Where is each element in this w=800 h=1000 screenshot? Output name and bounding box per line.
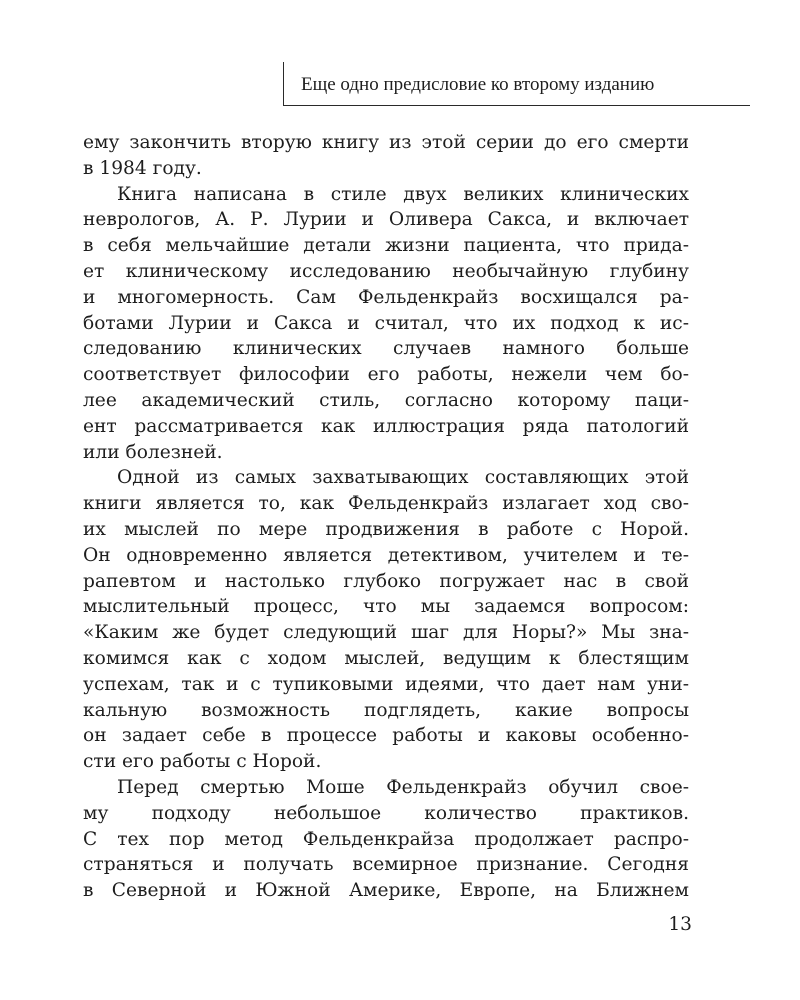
- running-header-title: Еще одно предисловие ко второму изданию: [301, 74, 655, 95]
- text-line: ент рассматривается как иллюстрация ряда патологий: [83, 415, 689, 437]
- text-line: ему закончить вторую книгу из этой серии до его смерти: [83, 132, 689, 153]
- page-number: 13: [668, 914, 692, 935]
- paragraph-first-line: Перед смертью Моше Фельденкрайз обучил свое-: [117, 776, 689, 798]
- text-line: он задает себе в процессе работы и каковы особенно-: [83, 725, 689, 747]
- body-text: [83, 130, 689, 904]
- text-line: му подходу небольшое количество практиков.: [83, 802, 689, 824]
- paragraph-first-line: Одной из самых захватывающих составляющих этой: [117, 467, 689, 489]
- text-line: комимся как с ходом мыслей, ведущим к блестящим: [83, 647, 689, 669]
- text-line: их мыслей по мере продвижения в работе с Норой.: [83, 518, 689, 540]
- text-line: в 1984 году.: [83, 157, 202, 179]
- text-line: рапевтом и настолько глубоко погружает нас в свой: [83, 570, 689, 592]
- text-line: сти его работы с Норой.: [83, 751, 322, 773]
- running-header: [283, 62, 750, 106]
- text-line: лее академический стиль, согласно которому паци-: [83, 389, 689, 411]
- text-line: «Каким же будет следующий шаг для Норы?» Мы зна-: [83, 622, 689, 644]
- text-line: С тех пор метод Фельденкрайза продолжает распро-: [83, 828, 689, 850]
- text-line: следованию клинических случаев намного больше: [83, 338, 689, 360]
- text-line: в себя мельчайшие детали жизни пациента, что прида-: [83, 235, 689, 257]
- text-line: успехам, так и с тупиковыми идеями, что дает нам уни-: [83, 673, 689, 695]
- text-line: книги является то, как Фельденкрайз излагает ход сво-: [83, 493, 689, 515]
- text-line: или болезней.: [83, 441, 223, 463]
- text-line: ботами Лурии и Сакса и считал, что их подход к ис-: [83, 312, 689, 334]
- text-line: страняться и получать всемирное признание. Сегодня: [83, 854, 689, 876]
- text-line: Он одновременно является детективом, учителем и те-: [83, 544, 689, 566]
- text-line: соответствует философии его работы, нежели чем бо-: [83, 364, 689, 386]
- text-line: неврологов, А. Р. Лурии и Оливера Сакса, и включает: [83, 209, 689, 231]
- text-line: кальную возможность подглядеть, какие вопросы: [83, 699, 689, 721]
- text-line: и многомерность. Сам Фельденкрайз восхищался ра-: [83, 286, 689, 308]
- text-line: мыслительный процесс, что мы задаемся вопросом:: [83, 596, 689, 618]
- text-line: в Северной и Южной Америке, Европе, на Ближнем: [83, 880, 689, 902]
- paragraph-first-line: Книга написана в стиле двух великих клинических: [117, 183, 689, 205]
- text-line: ет клиническому исследованию необычайную глубину: [83, 260, 689, 282]
